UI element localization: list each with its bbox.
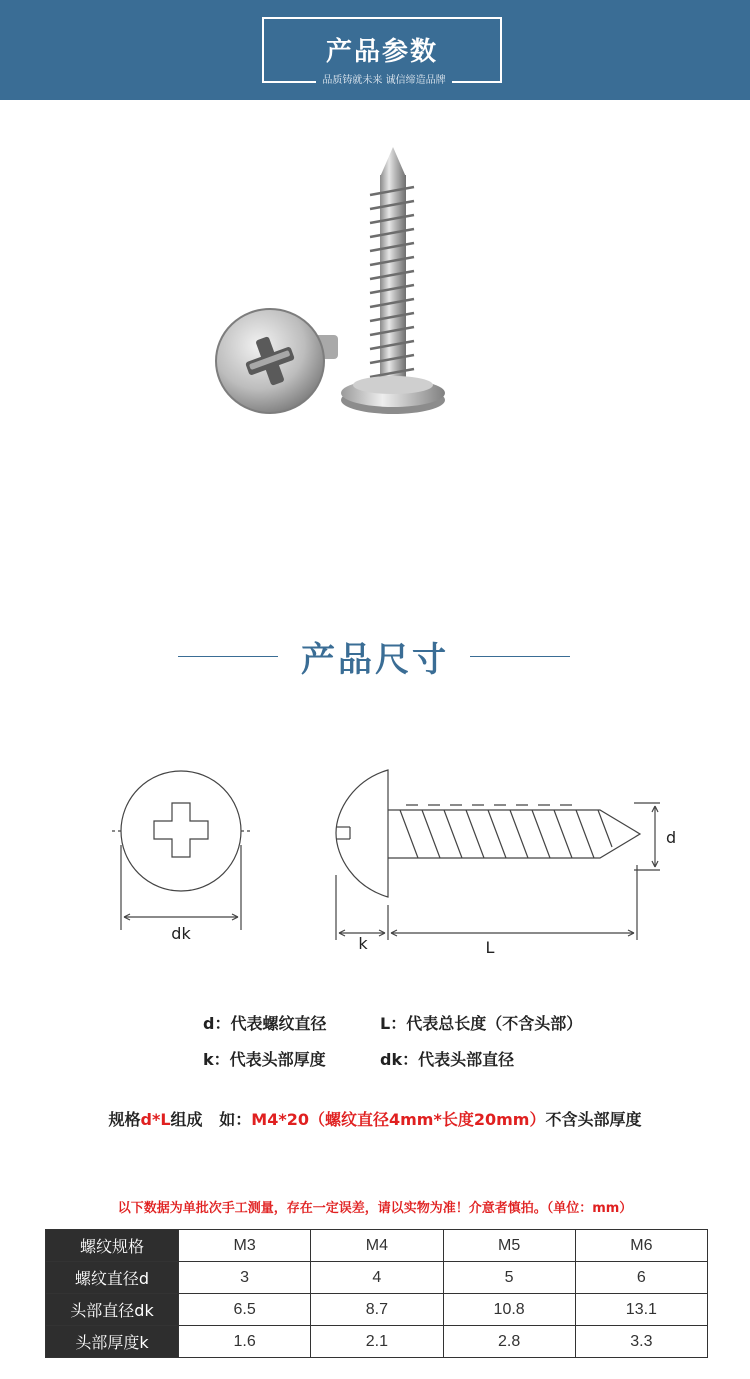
table-row-label: 头部直径dk xyxy=(46,1294,179,1326)
legend-k: k：代表头部厚度 xyxy=(203,1050,326,1069)
spec-table-body xyxy=(46,1230,708,1358)
section-title: 产品尺寸 xyxy=(301,640,449,680)
dim-label-dk: dk xyxy=(171,924,191,943)
table-cell: 2.1 xyxy=(311,1326,443,1358)
table-cell: 10.8 xyxy=(443,1294,575,1326)
table-row-label: 头部厚度k xyxy=(46,1326,179,1358)
legend-d: d：代表螺纹直径 xyxy=(203,1014,327,1033)
section-title-right-line xyxy=(470,656,570,657)
spec-example-prefix: 如： xyxy=(219,1110,252,1129)
dimension-diagram xyxy=(100,755,700,970)
measurement-note: 以下数据为单批次手工测量，存在一定误差，请以实物为准！介意者慎拍。（单位：mm） xyxy=(117,1201,633,1216)
table-cell: 3.3 xyxy=(575,1326,707,1358)
table-cell: 4 xyxy=(311,1262,443,1294)
dim-label-d: d xyxy=(666,828,677,847)
table-cell: 8.7 xyxy=(311,1294,443,1326)
table-cell: M4 xyxy=(311,1230,443,1262)
lying-screw-head xyxy=(216,309,338,413)
table-cell: 13.1 xyxy=(575,1294,707,1326)
side-view-screw xyxy=(336,770,660,940)
table-cell: M5 xyxy=(443,1230,575,1262)
table-row xyxy=(46,1262,708,1294)
table-cell: 3 xyxy=(179,1262,311,1294)
header-banner xyxy=(0,0,750,100)
table-cell: 5 xyxy=(443,1262,575,1294)
legend-L: L：代表总长度（不含头部） xyxy=(380,1014,583,1033)
spec-table xyxy=(45,1229,708,1358)
table-row xyxy=(46,1230,708,1262)
header-title: 产品参数 xyxy=(325,37,438,67)
spec-example-suffix: 不含头部厚度 xyxy=(545,1110,642,1129)
header-title-box xyxy=(262,17,502,86)
spec-suffix: 组成 xyxy=(170,1110,203,1129)
top-view-head xyxy=(112,771,250,930)
table-cell: M6 xyxy=(575,1230,707,1262)
table-cell: M3 xyxy=(179,1230,311,1262)
table-row-label: 螺纹规格 xyxy=(46,1230,179,1262)
table-cell: 1.6 xyxy=(179,1326,311,1358)
product-photo xyxy=(200,135,520,445)
table-row xyxy=(46,1326,708,1358)
standing-screw xyxy=(341,147,445,414)
section-title-left-line xyxy=(178,656,278,657)
spec-example: M4*20（螺纹直径4mm*长度20mm） xyxy=(251,1110,546,1129)
table-cell: 6 xyxy=(575,1262,707,1294)
table-row-label: 螺纹直径d xyxy=(46,1262,179,1294)
table-cell: 6.5 xyxy=(179,1294,311,1326)
legend-dk: dk：代表头部直径 xyxy=(380,1050,515,1069)
table-row xyxy=(46,1294,708,1326)
header-subtitle: 品质铸就未来 诚信缔造品牌 xyxy=(316,74,451,88)
table-cell: 2.8 xyxy=(443,1326,575,1358)
spec-formula: d*L xyxy=(140,1110,171,1129)
spec-description xyxy=(0,1107,750,1130)
spec-prefix: 规格 xyxy=(108,1110,141,1129)
dim-label-L: L xyxy=(485,938,495,957)
dim-label-k: k xyxy=(358,934,368,953)
